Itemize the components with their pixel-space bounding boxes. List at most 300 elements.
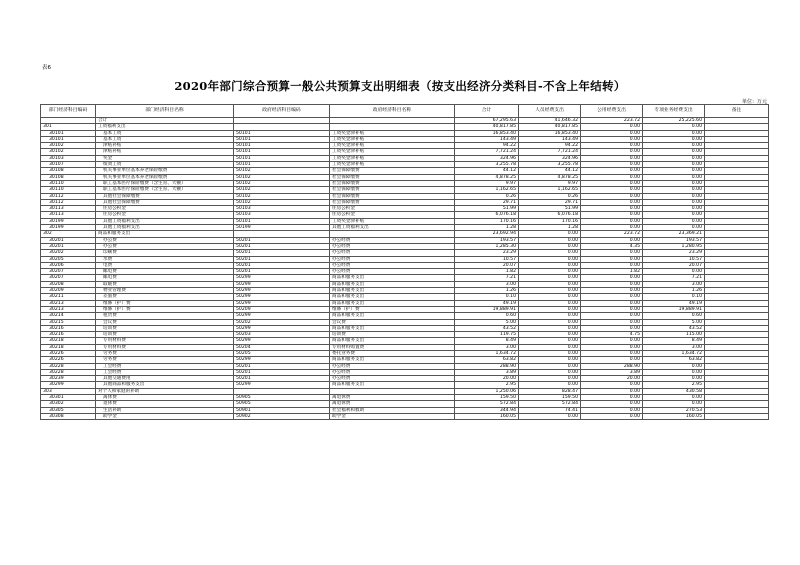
dept-code-cell: 30102 (41, 143, 96, 149)
personnel-cell: 324.96 (519, 155, 581, 161)
personnel-cell: 0.00 (519, 338, 581, 344)
special-cell: 270.53 (643, 407, 705, 413)
total-cell: 5.00 (455, 319, 519, 325)
special-cell: 0.00 (643, 136, 705, 142)
special-cell: 0.00 (643, 162, 705, 168)
gov-name-cell: 办公经费 (330, 376, 455, 382)
dept-code-cell: 30226 (41, 350, 96, 356)
public-cell: 0.00 (581, 256, 643, 262)
gov-name-cell: 商品和服务支出 (330, 382, 455, 388)
gov-code-cell: 50299 (234, 382, 330, 388)
total-cell: 572.84 (455, 401, 519, 407)
total-cell: 19,889.91 (455, 306, 519, 312)
special-cell: 0.00 (643, 376, 705, 382)
dept-code-cell: 30101 (41, 136, 96, 142)
column-header-personnel: 人员经费支出 (519, 105, 581, 118)
special-cell: 0.60 (643, 313, 705, 319)
dept-name-cell: 租赁费 (96, 313, 234, 319)
dept-name-cell: 维修（护）费 (96, 300, 234, 306)
gov-name-cell: 工资奖金津补贴 (330, 130, 455, 136)
dept-name-cell: 津贴补贴 (96, 143, 234, 149)
special-cell: 10.57 (643, 256, 705, 262)
total-cell: 119.75 (455, 332, 519, 338)
total-cell: 2.95 (455, 382, 519, 388)
gov-code-cell: 50102 (234, 187, 330, 193)
personnel-cell: 0.00 (519, 382, 581, 388)
gov-name-cell: 工资奖金津补贴 (330, 218, 455, 224)
dept-code-cell: 30218 (41, 344, 96, 350)
gov-name-cell: 商品和服务支出 (330, 275, 455, 281)
dept-name-cell: 办公费 (96, 243, 234, 249)
total-cell: 20.00 (455, 376, 519, 382)
gov-name-cell: 社会保障缴费 (330, 199, 455, 205)
gov-name-cell: 商品和服务支出 (330, 325, 455, 331)
total-cell: 8.49 (455, 338, 519, 344)
special-cell: 0.00 (643, 130, 705, 136)
gov-name-cell: 工资奖金津补贴 (330, 155, 455, 161)
public-cell: 0.00 (581, 281, 643, 287)
dept-code-cell: 30199 (41, 225, 96, 231)
unit-label: 单位：万元 (741, 99, 767, 105)
gov-code-cell: 50101 (234, 218, 330, 224)
public-cell: 0.00 (581, 206, 643, 212)
special-cell: 0.00 (643, 149, 705, 155)
gov-name-cell: 工资奖金津补贴 (330, 143, 455, 149)
public-cell: 0.00 (581, 168, 643, 174)
public-cell: 0.00 (581, 124, 643, 130)
dept-code-cell: 30201 (41, 237, 96, 243)
gov-code-cell: 50102 (234, 193, 330, 199)
public-cell: 0.00 (581, 237, 643, 243)
gov-name-cell: 离退休费 (330, 395, 455, 401)
gov-name-cell: 社会保障缴费 (330, 168, 455, 174)
gov-name-cell: 商品和服务支出 (330, 338, 455, 344)
table-header-row (41, 105, 769, 118)
total-cell: 193.57 (455, 237, 519, 243)
expenditure-table (40, 104, 769, 420)
gov-name-cell: 社会保障缴费 (330, 174, 455, 180)
gov-code-cell: 50201 (234, 269, 330, 275)
table-number-label: 表6 (42, 65, 51, 71)
special-cell: 0.00 (643, 124, 705, 130)
gov-name-cell: 培训费 (330, 332, 455, 338)
total-cell: 16,853.40 (455, 130, 519, 136)
total-cell: 10.57 (455, 256, 519, 262)
personnel-cell: 0.00 (519, 243, 581, 249)
special-cell: 0.00 (643, 143, 705, 149)
special-cell: 0.00 (643, 401, 705, 407)
personnel-cell: 29.71 (519, 199, 581, 205)
special-cell: 430.58 (643, 388, 705, 394)
special-cell: 0.00 (643, 199, 705, 205)
gov-name-cell: 其他工资福利支出 (330, 225, 455, 231)
special-cell: 0.00 (643, 369, 705, 375)
gov-code-cell: 50201 (234, 256, 330, 262)
special-cell: 0.10 (643, 294, 705, 300)
dept-name-cell: 差旅费 (96, 294, 234, 300)
dept-name-cell: 机关事业单位基本养老保险缴费 (96, 168, 234, 174)
dept-name-cell: 水费 (96, 256, 234, 262)
dept-code-cell: 30199 (41, 218, 96, 224)
gov-name-cell: 工资奖金津补贴 (330, 149, 455, 155)
gov-code-cell: 50201 (234, 363, 330, 369)
personnel-cell: 3,255.78 (519, 162, 581, 168)
gov-name-cell: 商品和服务支出 (330, 294, 455, 300)
dept-name-cell: 其他商品和服务支出 (96, 382, 234, 388)
dept-name-cell: 生活补助 (96, 407, 234, 413)
gov-code-cell: 50102 (234, 174, 330, 180)
dept-name-cell: 对个人和家庭的补助 (96, 388, 234, 394)
personnel-cell: 0.00 (519, 250, 581, 256)
total-cell: 94.22 (455, 143, 519, 149)
dept-name-cell: 机关事业单位基本养老保险缴费 (96, 174, 234, 180)
public-cell: 0.00 (581, 149, 643, 155)
public-cell: 0.00 (581, 250, 643, 256)
personnel-cell: 572.84 (519, 401, 581, 407)
public-cell: 0.00 (581, 262, 643, 268)
dept-code-cell: 30226 (41, 357, 96, 363)
public-cell: 0.00 (581, 338, 643, 344)
public-cell: 0.00 (581, 413, 643, 419)
total-cell: 23,692.94 (455, 231, 519, 237)
gov-code-cell: 50299 (234, 338, 330, 344)
gov-name-cell: 工资奖金津补贴 (330, 162, 455, 168)
special-cell: 7.21 (643, 275, 705, 281)
gov-code-cell: 50201 (234, 369, 330, 375)
special-cell: 3.00 (643, 281, 705, 287)
personnel-cell: 0.00 (519, 306, 581, 312)
personnel-cell: 9.97 (519, 180, 581, 186)
personnel-cell: 159.50 (519, 395, 581, 401)
total-cell: 3.00 (455, 344, 519, 350)
public-cell: 223.72 (581, 118, 643, 124)
dept-name-cell: 印刷费 (96, 250, 234, 256)
dept-code-cell: 30207 (41, 269, 96, 275)
gov-code-cell: 50209 (234, 306, 330, 312)
total-cell: 159.50 (455, 395, 519, 401)
personnel-cell: 0.00 (519, 256, 581, 262)
dept-code-cell: 30107 (41, 162, 96, 168)
dept-code-cell: 30209 (41, 288, 96, 294)
dept-code-cell: 30218 (41, 338, 96, 344)
dept-name-cell: 合计 (96, 118, 234, 124)
special-cell: 5.00 (643, 319, 705, 325)
personnel-cell: 828.47 (519, 388, 581, 394)
personnel-cell: 4,878.25 (519, 174, 581, 180)
gov-name-cell: 维修（护）费 (330, 306, 455, 312)
gov-code-cell: 50201 (234, 237, 330, 243)
gov-code-cell: 50102 (234, 199, 330, 205)
total-cell: 63.82 (455, 357, 519, 363)
public-cell: 0.00 (581, 136, 643, 142)
dept-code-cell: 30302 (41, 401, 96, 407)
gov-code-cell: 50201 (234, 262, 330, 268)
total-cell: 1,634.72 (455, 350, 519, 356)
dept-code-cell: 30108 (41, 168, 96, 174)
special-cell: 0.00 (643, 168, 705, 174)
special-cell: 0.00 (643, 180, 705, 186)
special-cell: 1,634.72 (643, 350, 705, 356)
gov-code-cell: 50299 (234, 281, 330, 287)
gov-code-cell: 50101 (234, 136, 330, 142)
public-cell: 0.00 (581, 288, 643, 294)
total-cell: 43.52 (455, 325, 519, 331)
dept-code-cell: 30113 (41, 206, 96, 212)
public-cell: 0.00 (581, 319, 643, 325)
gov-name-cell: 商品和服务支出 (330, 300, 455, 306)
dept-code-cell: 30112 (41, 193, 96, 199)
dept-name-cell: 助学金 (96, 413, 234, 419)
special-cell: 0.00 (643, 174, 705, 180)
gov-name-cell: 专用材料购置费 (330, 344, 455, 350)
public-cell: 0.00 (581, 382, 643, 388)
dept-code-cell: 30228 (41, 369, 96, 375)
gov-code-cell: 50201 (234, 250, 330, 256)
personnel-cell: 170.16 (519, 218, 581, 224)
dept-name-cell: 其他社会保障缴费 (96, 199, 234, 205)
public-cell: 288.90 (581, 363, 643, 369)
dept-name-cell: 奖金 (96, 155, 234, 161)
public-cell: 0.00 (581, 218, 643, 224)
dept-name-cell: 培训费 (96, 332, 234, 338)
dept-code-cell: 303 (41, 388, 96, 394)
special-cell: 0.00 (643, 206, 705, 212)
personnel-cell: 51.99 (519, 206, 581, 212)
dept-name-cell: 办公费 (96, 237, 234, 243)
dept-code-cell: 30308 (41, 413, 96, 419)
special-cell: 0.00 (643, 225, 705, 231)
total-cell: 7.21 (455, 275, 519, 281)
personnel-cell: 16,853.40 (519, 130, 581, 136)
public-cell: 0.00 (581, 294, 643, 300)
public-cell: 3.89 (581, 369, 643, 375)
column-header-public: 公用经费支出 (581, 105, 643, 118)
personnel-cell: 94.22 (519, 143, 581, 149)
column-header-special: 专项业务经费支出 (643, 105, 705, 118)
dept-name-cell: 绩效工资 (96, 162, 234, 168)
gov-code-cell: 50102 (234, 168, 330, 174)
personnel-cell: 0.00 (519, 269, 581, 275)
gov-name-cell: 住房公积金 (330, 212, 455, 218)
public-cell: 0.00 (581, 388, 643, 394)
dept-code-cell: 30102 (41, 149, 96, 155)
personnel-cell: 7,721.24 (519, 149, 581, 155)
dept-name-cell: 会议费 (96, 319, 234, 325)
total-cell: 9.97 (455, 180, 519, 186)
dept-name-cell: 维修（护）费 (96, 306, 234, 312)
total-cell: 7,721.24 (455, 149, 519, 155)
gov-code-cell: 50103 (234, 206, 330, 212)
public-cell: 0.00 (581, 155, 643, 161)
gov-name-cell: 办公经费 (330, 250, 455, 256)
gov-code-cell: 50102 (234, 180, 330, 186)
dept-code-cell: 30103 (41, 155, 96, 161)
dept-name-cell: 离休费 (96, 395, 234, 401)
personnel-cell: 44.12 (519, 168, 581, 174)
gov-code-cell: 50101 (234, 155, 330, 161)
dept-code-cell: 30239 (41, 376, 96, 382)
total-cell: 288.90 (455, 363, 519, 369)
dept-name-cell: 其他工资福利支出 (96, 218, 234, 224)
special-cell: 20.07 (643, 262, 705, 268)
personnel-cell: 0.00 (519, 344, 581, 350)
dept-code-cell: 30202 (41, 250, 96, 256)
gov-code-cell: 50101 (234, 143, 330, 149)
gov-code-cell: 50299 (234, 313, 330, 319)
total-cell: 40,817.85 (455, 124, 519, 130)
personnel-cell: 143.49 (519, 136, 581, 142)
gov-name-cell: 商品和服务支出 (330, 313, 455, 319)
public-cell: 0.00 (581, 199, 643, 205)
dept-code-cell: 30108 (41, 174, 96, 180)
total-cell: 1.28 (455, 225, 519, 231)
dept-code-cell: 30112 (41, 199, 96, 205)
dept-code-cell: 30301 (41, 395, 96, 401)
personnel-cell: 0.00 (519, 363, 581, 369)
special-cell: 0.00 (643, 155, 705, 161)
public-cell: 0.00 (581, 300, 643, 306)
public-cell: 0.00 (581, 401, 643, 407)
dept-name-cell: 专用材料费 (96, 344, 234, 350)
total-cell: 49.19 (455, 300, 519, 306)
dept-name-cell: 物业管理费 (96, 288, 234, 294)
gov-name-cell: 办公经费 (330, 369, 455, 375)
dept-name-cell: 津贴补贴 (96, 149, 234, 155)
dept-name-cell: 专用材料费 (96, 338, 234, 344)
public-cell: 223.72 (581, 231, 643, 237)
personnel-cell: 0.00 (519, 376, 581, 382)
dept-code-cell: 30113 (41, 212, 96, 218)
personnel-cell: 0.00 (519, 369, 581, 375)
total-cell: 1.82 (455, 269, 519, 275)
public-cell: 0.00 (581, 306, 643, 312)
gov-name-cell: 办公经费 (330, 363, 455, 369)
dept-name-cell: 邮电费 (96, 275, 234, 281)
gov-code-cell: 50902 (234, 413, 330, 419)
gov-name-cell: 助学金 (330, 413, 455, 419)
gov-name-cell: 工资奖金津补贴 (330, 136, 455, 142)
personnel-cell: 0.00 (519, 294, 581, 300)
dept-name-cell: 商品和服务支出 (96, 231, 234, 237)
total-cell: 344.94 (455, 407, 519, 413)
gov-code-cell: 50201 (234, 243, 330, 249)
dept-code-cell: 302 (41, 231, 96, 237)
gov-code-cell: 50299 (234, 288, 330, 294)
total-cell: 20.07 (455, 262, 519, 268)
dept-name-cell: 职工基本医疗保险缴费（含生育、大额） (96, 187, 234, 193)
gov-name-cell: 社会保障缴费 (330, 193, 455, 199)
personnel-cell: 41,646.32 (519, 118, 581, 124)
total-cell: 3,255.78 (455, 162, 519, 168)
page-title: 2020年部门综合预算一般公共预算支出明细表（按支出经济分类科目-不含上年结转） (174, 79, 626, 93)
dept-code-cell: 30228 (41, 363, 96, 369)
dept-name-cell: 培训费 (96, 325, 234, 331)
gov-name-cell: 社会保障缴费 (330, 180, 455, 186)
personnel-cell: 0.00 (519, 275, 581, 281)
total-cell: 44.12 (455, 168, 519, 174)
total-cell: 23.29 (455, 250, 519, 256)
public-cell: 0.00 (581, 325, 643, 331)
column-header-dept-name: 部门经济科目名称 (96, 105, 234, 118)
total-cell: 0.10 (455, 294, 519, 300)
dept-code-cell: 30299 (41, 382, 96, 388)
public-cell: 0.00 (581, 344, 643, 350)
gov-name-cell: 离退休费 (330, 401, 455, 407)
gov-code-cell: 50103 (234, 212, 330, 218)
total-cell: 170.16 (455, 218, 519, 224)
total-cell: 0.60 (455, 313, 519, 319)
total-cell: 0.26 (455, 193, 519, 199)
special-cell: 0.00 (643, 218, 705, 224)
special-cell: 193.57 (643, 237, 705, 243)
total-cell: 1,285.30 (455, 243, 519, 249)
dept-name-cell: 工资福利支出 (96, 124, 234, 130)
public-cell: 0.00 (581, 350, 643, 356)
gov-code-cell: 50901 (234, 407, 330, 413)
public-cell: 0.00 (581, 275, 643, 281)
gov-code-cell: 50101 (234, 162, 330, 168)
public-cell: 0.00 (581, 180, 643, 186)
dept-code-cell: 30211 (41, 294, 96, 300)
personnel-cell: 0.00 (519, 313, 581, 319)
dept-name-cell: 基本工资 (96, 136, 234, 142)
dept-code-cell: 30207 (41, 275, 96, 281)
public-cell: 20.00 (581, 376, 643, 382)
special-cell: 23,369.21 (643, 231, 705, 237)
dept-code-cell: 30214 (41, 313, 96, 319)
gov-name-cell: 办公经费 (330, 256, 455, 262)
gov-name-cell: 办公经费 (330, 237, 455, 243)
public-cell: 4.75 (581, 332, 643, 338)
public-cell: 0.00 (581, 130, 643, 136)
public-cell: 0.00 (581, 313, 643, 319)
dept-name-cell: 劳务费 (96, 357, 234, 363)
special-cell: 0.00 (643, 212, 705, 218)
public-cell: 0.00 (581, 357, 643, 363)
personnel-cell: 0.00 (519, 325, 581, 331)
dept-name-cell: 基本工资 (96, 130, 234, 136)
public-cell: 0.00 (581, 162, 643, 168)
personnel-cell: 74.41 (519, 407, 581, 413)
personnel-cell: 6,076.18 (519, 212, 581, 218)
total-cell: 67,295.63 (455, 118, 519, 124)
dept-name-cell: 邮电费 (96, 269, 234, 275)
dept-code-cell: 30110 (41, 180, 96, 186)
public-cell: 0.00 (581, 225, 643, 231)
special-cell: 23.29 (643, 250, 705, 256)
total-cell: 29.71 (455, 199, 519, 205)
total-cell: 143.49 (455, 136, 519, 142)
total-cell: 1,250.06 (455, 388, 519, 394)
column-header-gov-name: 政府经济科目名称 (330, 105, 455, 118)
dept-name-cell: 劳务费 (96, 350, 234, 356)
special-cell: 25,225.60 (643, 118, 705, 124)
personnel-cell: 1.28 (519, 225, 581, 231)
personnel-cell: 0.00 (519, 350, 581, 356)
dept-name-cell: 其他社会保障缴费 (96, 193, 234, 199)
gov-name-cell: 办公经费 (330, 262, 455, 268)
special-cell: 0.00 (643, 363, 705, 369)
dept-code-cell: 301 (41, 124, 96, 130)
gov-code-cell: 50203 (234, 332, 330, 338)
gov-code-cell: 50201 (234, 376, 330, 382)
gov-name-cell: 社会保障缴费 (330, 187, 455, 193)
dept-code-cell: 30213 (41, 300, 96, 306)
gov-code-cell: 50299 (234, 275, 330, 281)
special-cell: 0.00 (643, 269, 705, 275)
dept-code-cell: 30101 (41, 130, 96, 136)
public-cell: 0.00 (581, 174, 643, 180)
